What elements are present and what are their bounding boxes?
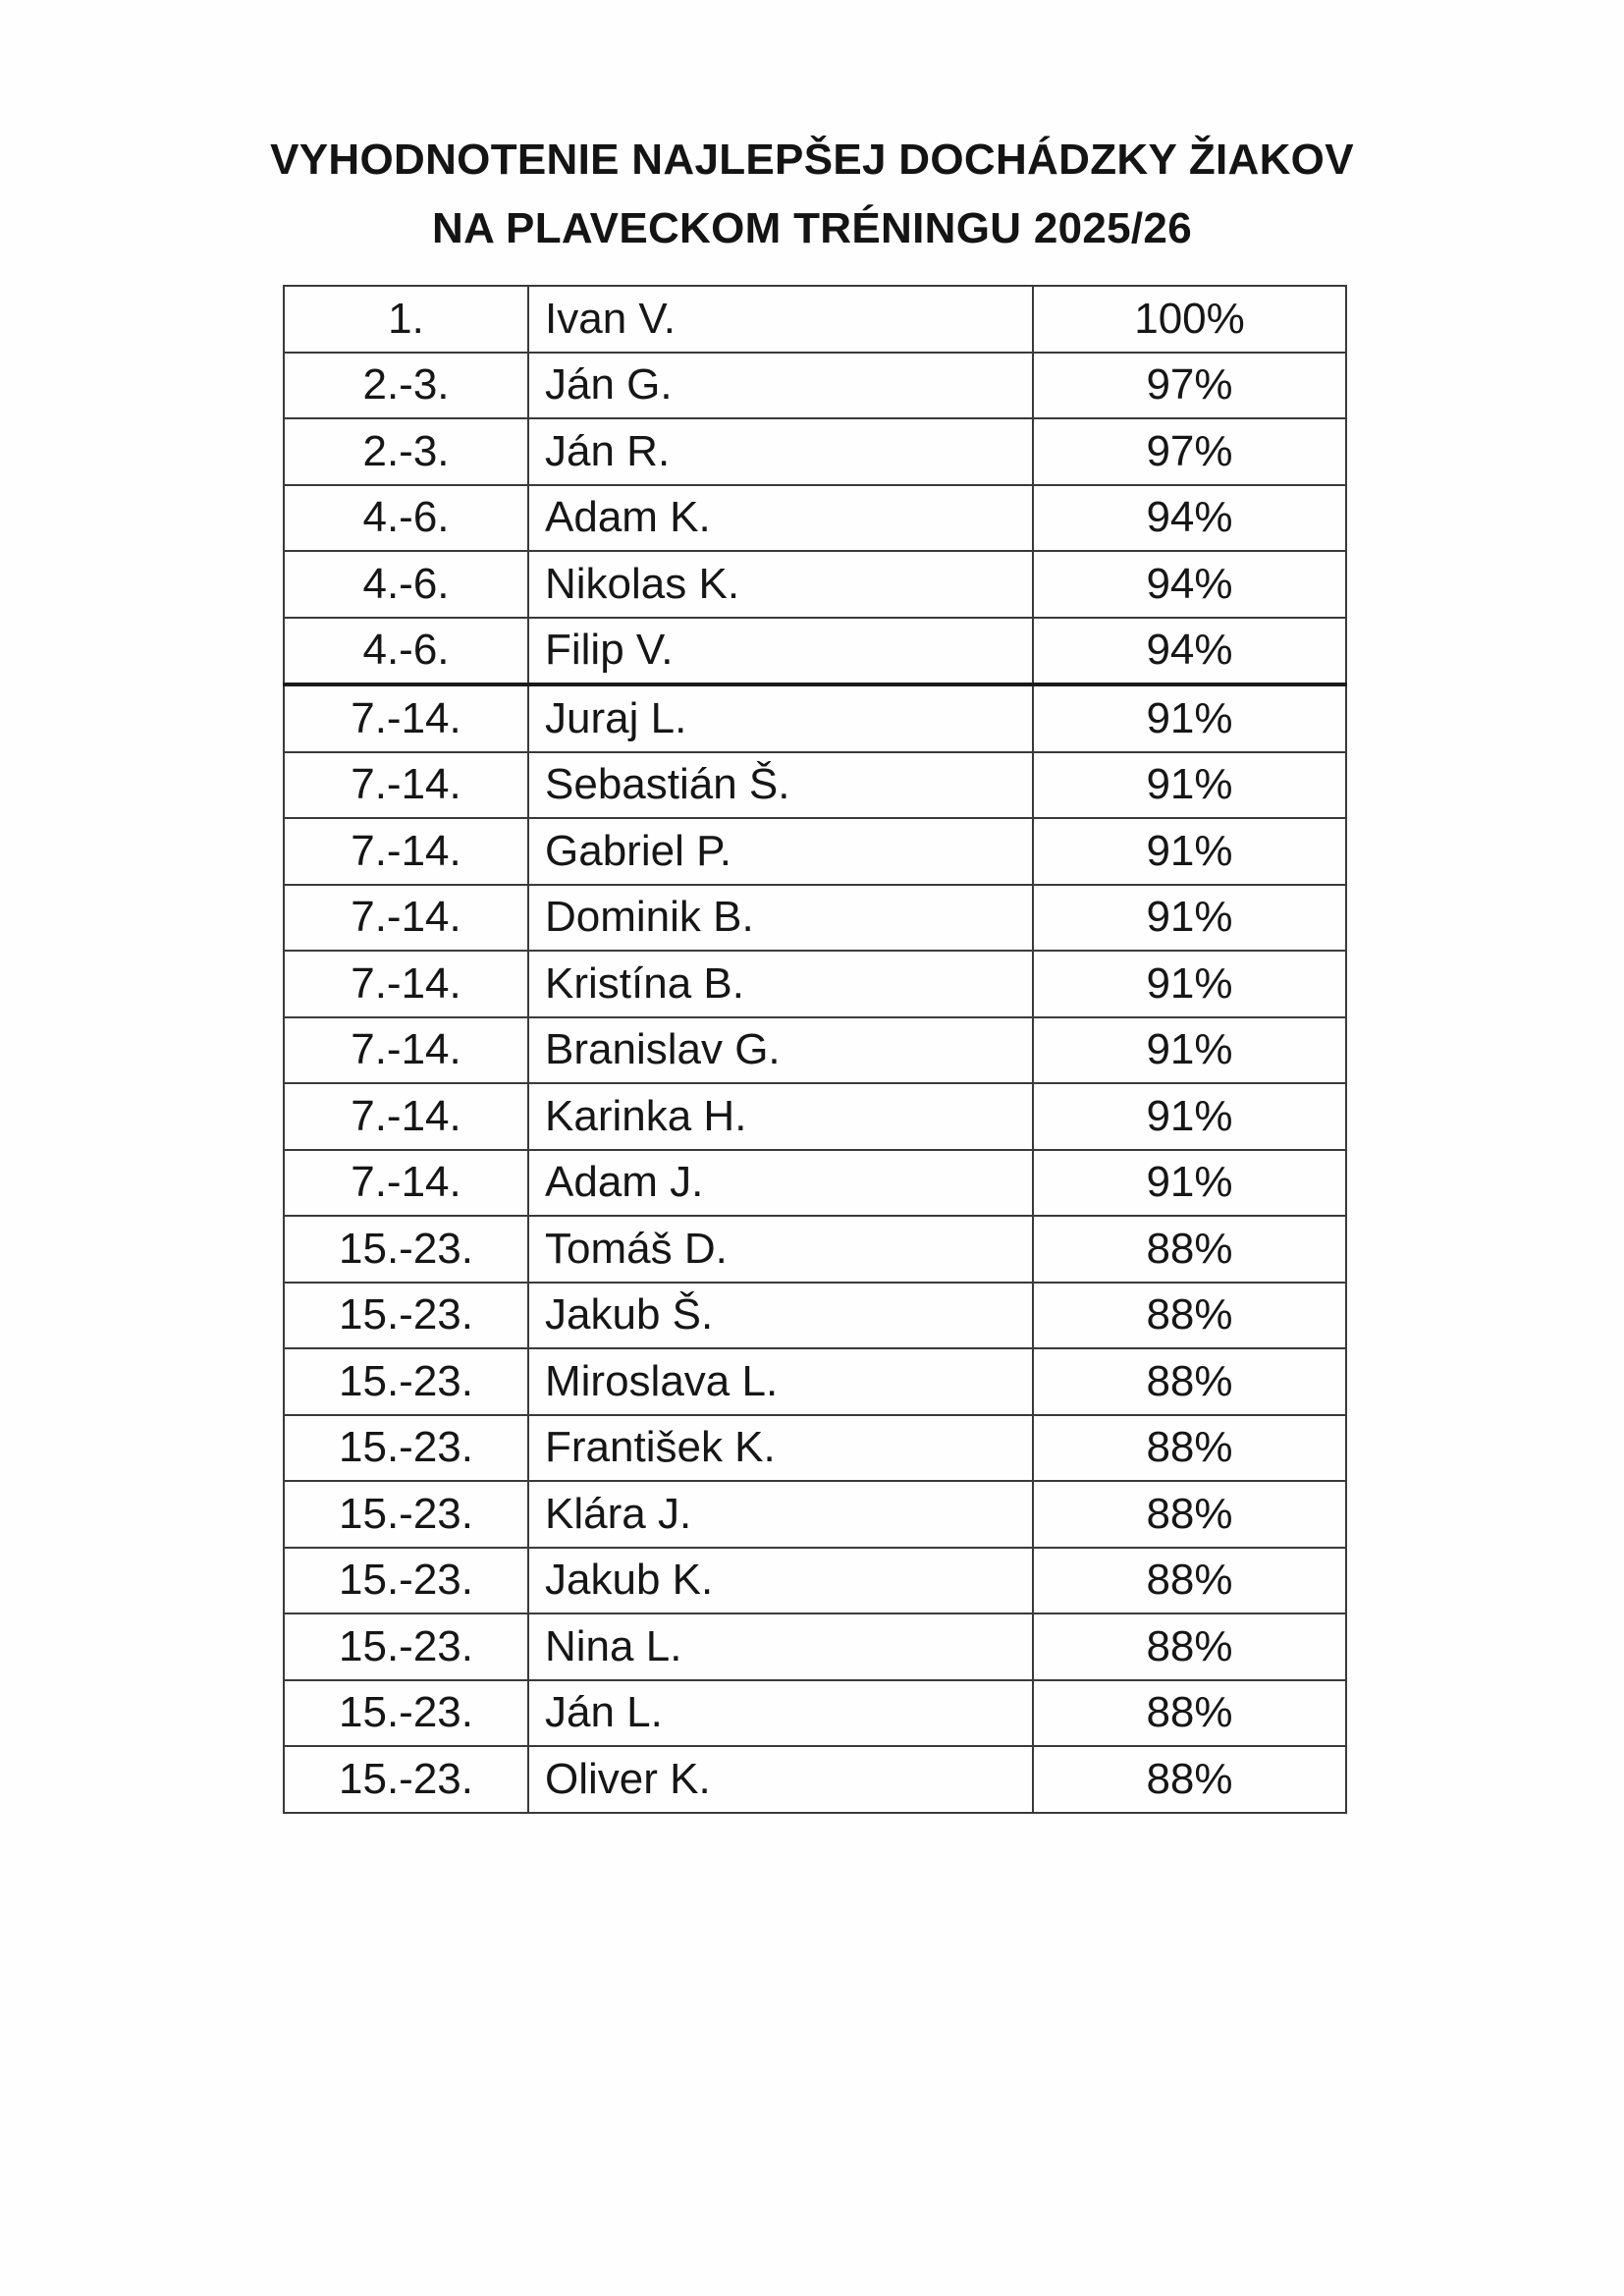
- table-row: [284, 418, 1346, 485]
- rank-cell: 15.-23.: [284, 1746, 528, 1813]
- rank-cell: 7.-14.: [284, 818, 528, 885]
- name-cell: Adam K.: [528, 485, 1033, 552]
- document-title: [0, 126, 1624, 263]
- rank-cell: 7.-14.: [284, 951, 528, 1017]
- name-cell: Miroslava L.: [528, 1348, 1033, 1415]
- table-row: [284, 1548, 1346, 1614]
- name-cell: Oliver K.: [528, 1746, 1033, 1813]
- percent-cell: 97%: [1033, 418, 1346, 485]
- percent-cell: 94%: [1033, 618, 1346, 685]
- name-cell: Ján L.: [528, 1680, 1033, 1747]
- title-line-2: NA PLAVECKOM TRÉNINGU 2025/26: [432, 204, 1192, 252]
- name-cell: Gabriel P.: [528, 818, 1033, 885]
- table-row: [284, 951, 1346, 1017]
- table-row: [284, 1150, 1346, 1217]
- percent-cell: 88%: [1033, 1348, 1346, 1415]
- percent-cell: 88%: [1033, 1216, 1346, 1283]
- rank-cell: 4.-6.: [284, 485, 528, 552]
- percent-cell: 88%: [1033, 1283, 1346, 1349]
- rank-cell: 15.-23.: [284, 1613, 528, 1680]
- attendance-table: [283, 285, 1347, 1814]
- rank-cell: 7.-14.: [284, 752, 528, 819]
- name-cell: Nina L.: [528, 1613, 1033, 1680]
- rank-cell: 7.-14.: [284, 684, 528, 752]
- title-line-1: VYHODNOTENIE NAJLEPŠEJ DOCHÁDZKY ŽIAKOV: [270, 136, 1354, 184]
- percent-cell: 91%: [1033, 818, 1346, 885]
- rank-cell: 15.-23.: [284, 1548, 528, 1614]
- rank-cell: 7.-14.: [284, 1017, 528, 1084]
- table-row: [284, 286, 1346, 353]
- table-row: [284, 1481, 1346, 1548]
- percent-cell: 97%: [1033, 353, 1346, 419]
- rank-cell: 7.-14.: [284, 1150, 528, 1217]
- name-cell: František K.: [528, 1415, 1033, 1482]
- rank-cell: 4.-6.: [284, 551, 528, 618]
- table-row: [284, 1415, 1346, 1482]
- percent-cell: 91%: [1033, 752, 1346, 819]
- table-row: [284, 485, 1346, 552]
- table-row: [284, 1083, 1346, 1150]
- attendance-table-body: [284, 286, 1346, 1813]
- table-row: [284, 1283, 1346, 1349]
- rank-cell: 15.-23.: [284, 1283, 528, 1349]
- percent-cell: 88%: [1033, 1680, 1346, 1747]
- rank-cell: 2.-3.: [284, 418, 528, 485]
- table-row: [284, 1680, 1346, 1747]
- name-cell: Ján R.: [528, 418, 1033, 485]
- percent-cell: 88%: [1033, 1481, 1346, 1548]
- table-row: [284, 1216, 1346, 1283]
- percent-cell: 88%: [1033, 1746, 1346, 1813]
- table-row: [284, 1746, 1346, 1813]
- table-row: [284, 1348, 1346, 1415]
- rank-cell: 15.-23.: [284, 1415, 528, 1482]
- rank-cell: 15.-23.: [284, 1680, 528, 1747]
- table-row: [284, 1613, 1346, 1680]
- percent-cell: 91%: [1033, 1150, 1346, 1217]
- name-cell: Dominik B.: [528, 885, 1033, 952]
- rank-cell: 4.-6.: [284, 618, 528, 685]
- rank-cell: 2.-3.: [284, 353, 528, 419]
- percent-cell: 88%: [1033, 1415, 1346, 1482]
- name-cell: Jakub K.: [528, 1548, 1033, 1614]
- percent-cell: 100%: [1033, 286, 1346, 353]
- percent-cell: 91%: [1033, 1083, 1346, 1150]
- percent-cell: 94%: [1033, 551, 1346, 618]
- table-row: [284, 551, 1346, 618]
- percent-cell: 91%: [1033, 684, 1346, 752]
- name-cell: Klára J.: [528, 1481, 1033, 1548]
- rank-cell: 7.-14.: [284, 885, 528, 952]
- name-cell: Filip V.: [528, 618, 1033, 685]
- name-cell: Sebastián Š.: [528, 752, 1033, 819]
- name-cell: Branislav G.: [528, 1017, 1033, 1084]
- table-row: [284, 618, 1346, 685]
- name-cell: Nikolas K.: [528, 551, 1033, 618]
- rank-cell: 15.-23.: [284, 1481, 528, 1548]
- percent-cell: 91%: [1033, 951, 1346, 1017]
- table-row: [284, 1017, 1346, 1084]
- table-row: [284, 885, 1346, 952]
- name-cell: Tomáš D.: [528, 1216, 1033, 1283]
- table-row: [284, 353, 1346, 419]
- percent-cell: 88%: [1033, 1613, 1346, 1680]
- table-row: [284, 752, 1346, 819]
- table-row: [284, 818, 1346, 885]
- percent-cell: 88%: [1033, 1548, 1346, 1614]
- name-cell: Ivan V.: [528, 286, 1033, 353]
- percent-cell: 91%: [1033, 1017, 1346, 1084]
- percent-cell: 91%: [1033, 885, 1346, 952]
- name-cell: Karinka H.: [528, 1083, 1033, 1150]
- rank-cell: 15.-23.: [284, 1216, 528, 1283]
- name-cell: Adam J.: [528, 1150, 1033, 1217]
- rank-cell: 7.-14.: [284, 1083, 528, 1150]
- name-cell: Jakub Š.: [528, 1283, 1033, 1349]
- name-cell: Ján G.: [528, 353, 1033, 419]
- table-row: [284, 684, 1346, 752]
- name-cell: Juraj L.: [528, 684, 1033, 752]
- rank-cell: 15.-23.: [284, 1348, 528, 1415]
- percent-cell: 94%: [1033, 485, 1346, 552]
- name-cell: Kristína B.: [528, 951, 1033, 1017]
- rank-cell: 1.: [284, 286, 528, 353]
